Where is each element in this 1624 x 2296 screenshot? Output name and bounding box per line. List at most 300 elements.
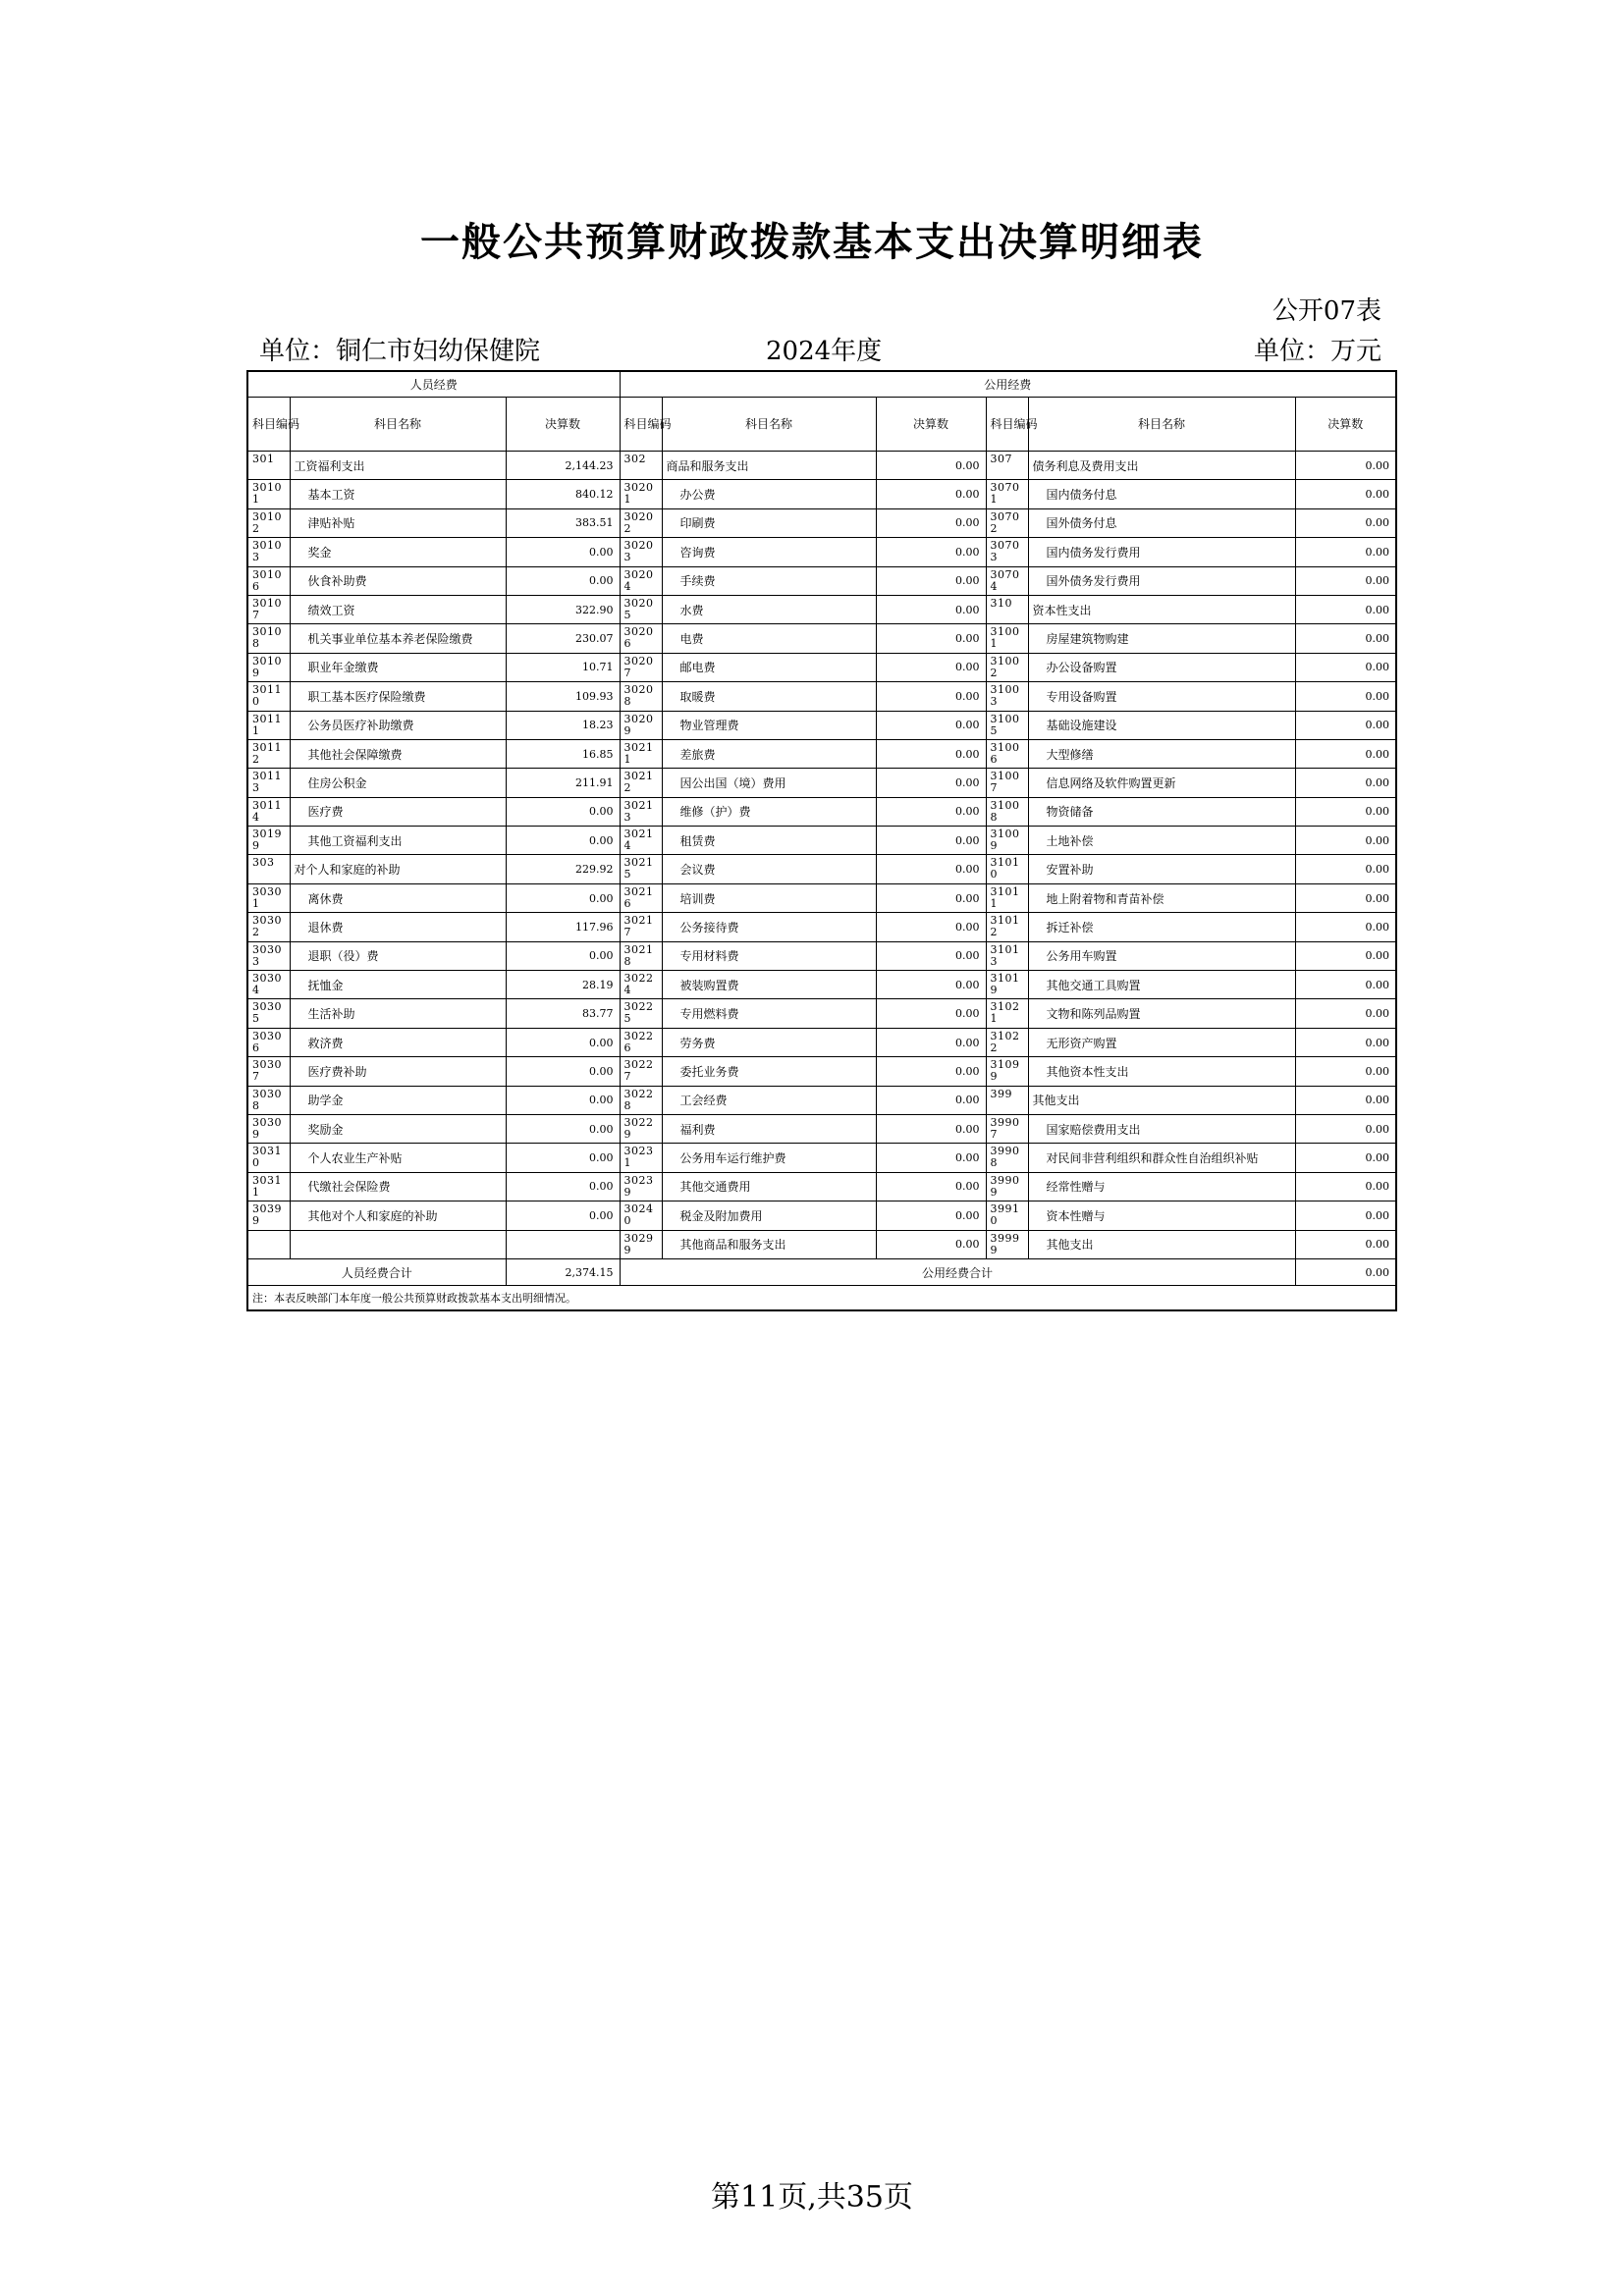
amount: 0.00 xyxy=(506,1028,620,1056)
amount: 28.19 xyxy=(506,971,620,999)
amount: 229.92 xyxy=(506,855,620,883)
table-row xyxy=(247,480,1396,508)
amount: 0.00 xyxy=(1295,883,1396,912)
fiscal-year: 2024年度 xyxy=(766,337,883,366)
subject-code: 31008 xyxy=(986,797,1028,826)
col-header-name: 科目名称 xyxy=(290,398,506,452)
amount: 0.00 xyxy=(876,739,986,768)
subject-name: 医疗费补助 xyxy=(290,1057,506,1086)
amount: 0.00 xyxy=(506,1172,620,1201)
table-row xyxy=(247,971,1396,999)
subject-code: 30214 xyxy=(620,827,662,855)
amount: 0.00 xyxy=(506,1057,620,1086)
subject-code: 31021 xyxy=(986,999,1028,1028)
subject-code: 30215 xyxy=(620,855,662,883)
table-row xyxy=(247,941,1396,970)
table-row xyxy=(247,855,1396,883)
subject-code: 30106 xyxy=(247,566,290,595)
amount: 0.00 xyxy=(876,1057,986,1086)
amount: 0.00 xyxy=(876,508,986,537)
subject-name: 专用设备购置 xyxy=(1028,682,1295,711)
subject-name: 住房公积金 xyxy=(290,769,506,797)
subject-name: 信息网络及软件购置更新 xyxy=(1028,769,1295,797)
subject-code: 39907 xyxy=(986,1114,1028,1143)
unit-organization: 单位：铜仁市妇幼保健院 xyxy=(259,337,541,366)
table-row xyxy=(247,508,1396,537)
table-row xyxy=(247,1144,1396,1172)
subject-name: 抚恤金 xyxy=(290,971,506,999)
subject-name: 地上附着物和青苗补偿 xyxy=(1028,883,1295,912)
subject-name: 救济费 xyxy=(290,1028,506,1056)
subject-code: 31013 xyxy=(986,941,1028,970)
subject-code: 30227 xyxy=(620,1057,662,1086)
subject-code xyxy=(247,1230,290,1258)
amount: 211.91 xyxy=(506,769,620,797)
amount: 83.77 xyxy=(506,999,620,1028)
subject-name: 国外债务发行费用 xyxy=(1028,566,1295,595)
amount: 0.00 xyxy=(1295,941,1396,970)
amount: 0.00 xyxy=(876,1114,986,1143)
subject-code: 399 xyxy=(986,1086,1028,1114)
amount: 0.00 xyxy=(506,827,620,855)
subject-code: 39909 xyxy=(986,1172,1028,1201)
table-row xyxy=(247,1172,1396,1201)
subject-name: 印刷费 xyxy=(662,508,876,537)
public-total-amount: 0.00 xyxy=(1295,1258,1396,1285)
subject-name: 租赁费 xyxy=(662,827,876,855)
amount: 0.00 xyxy=(1295,855,1396,883)
amount: 0.00 xyxy=(1295,769,1396,797)
subject-code: 30113 xyxy=(247,769,290,797)
subject-code: 30704 xyxy=(986,566,1028,595)
amount: 2,144.23 xyxy=(506,452,620,480)
subject-name: 会议费 xyxy=(662,855,876,883)
subject-name: 医疗费 xyxy=(290,797,506,826)
table-row xyxy=(247,883,1396,912)
subject-name: 奖金 xyxy=(290,538,506,566)
amount: 0.00 xyxy=(1295,624,1396,653)
subject-name: 专用材料费 xyxy=(662,941,876,970)
subject-name: 资本性赠与 xyxy=(1028,1201,1295,1230)
subject-name: 其他交通工具购置 xyxy=(1028,971,1295,999)
col-header-code: 科目编码 xyxy=(620,398,662,452)
subject-name: 公务用车运行维护费 xyxy=(662,1144,876,1172)
col-header-amount: 决算数 xyxy=(1295,398,1396,452)
subject-code: 30111 xyxy=(247,711,290,739)
amount: 0.00 xyxy=(506,797,620,826)
amount: 0.00 xyxy=(876,1028,986,1056)
amount: 0.00 xyxy=(1295,566,1396,595)
table-row xyxy=(247,769,1396,797)
subject-name: 基础设施建设 xyxy=(1028,711,1295,739)
subject-name: 公务用车购置 xyxy=(1028,941,1295,970)
amount: 0.00 xyxy=(876,452,986,480)
col-header-amount: 决算数 xyxy=(876,398,986,452)
table-row xyxy=(247,624,1396,653)
amount: 0.00 xyxy=(1295,682,1396,711)
table-row xyxy=(247,682,1396,711)
table-row xyxy=(247,711,1396,739)
table-row xyxy=(247,797,1396,826)
page-title: 一般公共预算财政拨款基本支出决算明细表 xyxy=(420,220,1204,265)
table-row xyxy=(247,739,1396,768)
table-body xyxy=(247,452,1396,1259)
table-row xyxy=(247,913,1396,941)
subject-code: 30226 xyxy=(620,1028,662,1056)
subject-name: 国家赔偿费用支出 xyxy=(1028,1114,1295,1143)
subject-name: 房屋建筑物购建 xyxy=(1028,624,1295,653)
amount: 0.00 xyxy=(506,1201,620,1230)
subject-code: 30110 xyxy=(247,682,290,711)
subject-code: 30302 xyxy=(247,913,290,941)
subject-name: 助学金 xyxy=(290,1086,506,1114)
subject-name: 职工基本医疗保险缴费 xyxy=(290,682,506,711)
col-header-code: 科目编码 xyxy=(247,398,290,452)
subject-name: 其他支出 xyxy=(1028,1086,1295,1114)
subject-name: 土地补偿 xyxy=(1028,827,1295,855)
subject-code: 31010 xyxy=(986,855,1028,883)
table-row xyxy=(247,827,1396,855)
table-row xyxy=(247,566,1396,595)
subject-name: 电费 xyxy=(662,624,876,653)
subject-code: 30399 xyxy=(247,1201,290,1230)
amount: 0.00 xyxy=(876,827,986,855)
amount: 0.00 xyxy=(1295,1114,1396,1143)
subject-code: 31006 xyxy=(986,739,1028,768)
subject-code: 30201 xyxy=(620,480,662,508)
subject-code: 30228 xyxy=(620,1086,662,1114)
subject-name: 离休费 xyxy=(290,883,506,912)
subject-code: 30204 xyxy=(620,566,662,595)
amount: 0.00 xyxy=(1295,1172,1396,1201)
subject-name: 经常性赠与 xyxy=(1028,1172,1295,1201)
amount: 0.00 xyxy=(876,566,986,595)
subject-code: 31001 xyxy=(986,624,1028,653)
subject-name: 公务员医疗补助缴费 xyxy=(290,711,506,739)
subject-name: 职业年金缴费 xyxy=(290,653,506,681)
subject-code: 30703 xyxy=(986,538,1028,566)
table-row xyxy=(247,1057,1396,1086)
subject-name: 劳务费 xyxy=(662,1028,876,1056)
amount: 0.00 xyxy=(876,913,986,941)
subject-name: 奖励金 xyxy=(290,1114,506,1143)
subject-name: 机关事业单位基本养老保险缴费 xyxy=(290,624,506,653)
subject-name: 手续费 xyxy=(662,566,876,595)
amount: 0.00 xyxy=(1295,711,1396,739)
subject-name: 其他支出 xyxy=(1028,1230,1295,1258)
subject-code: 31003 xyxy=(986,682,1028,711)
subject-name: 商品和服务支出 xyxy=(662,452,876,480)
amount: 0.00 xyxy=(1295,508,1396,537)
subject-code: 31012 xyxy=(986,913,1028,941)
subject-name: 其他资本性支出 xyxy=(1028,1057,1295,1086)
subject-code: 30202 xyxy=(620,508,662,537)
amount: 0.00 xyxy=(876,1230,986,1258)
subject-name: 公务接待费 xyxy=(662,913,876,941)
amount: 0.00 xyxy=(876,855,986,883)
amount: 0.00 xyxy=(1295,538,1396,566)
amount: 0.00 xyxy=(876,1144,986,1172)
subject-code: 30108 xyxy=(247,624,290,653)
subject-code: 30225 xyxy=(620,999,662,1028)
subject-name: 物业管理费 xyxy=(662,711,876,739)
subject-code: 30209 xyxy=(620,711,662,739)
subject-name: 被装购置费 xyxy=(662,971,876,999)
group-header-public: 公用经费 xyxy=(620,371,1396,398)
table-row xyxy=(247,538,1396,566)
subject-name: 对个人和家庭的补助 xyxy=(290,855,506,883)
subject-code: 30229 xyxy=(620,1114,662,1143)
amount: 0.00 xyxy=(876,624,986,653)
amount: 0.00 xyxy=(1295,971,1396,999)
subject-name: 基本工资 xyxy=(290,480,506,508)
amount: 0.00 xyxy=(1295,1057,1396,1086)
page-footer: 第11页,共35页 xyxy=(711,2180,913,2215)
amount: 230.07 xyxy=(506,624,620,653)
col-header-amount: 决算数 xyxy=(506,398,620,452)
subject-name: 文物和陈列品购置 xyxy=(1028,999,1295,1028)
subject-name: 工会经费 xyxy=(662,1086,876,1114)
subject-name: 物资储备 xyxy=(1028,797,1295,826)
amount: 0.00 xyxy=(1295,1201,1396,1230)
amount: 0.00 xyxy=(876,682,986,711)
subject-name: 工资福利支出 xyxy=(290,452,506,480)
amount: 0.00 xyxy=(876,971,986,999)
amount: 0.00 xyxy=(506,1144,620,1172)
amount: 0.00 xyxy=(1295,653,1396,681)
amount: 322.90 xyxy=(506,595,620,623)
subject-name: 咨询费 xyxy=(662,538,876,566)
subject-code: 310 xyxy=(986,595,1028,623)
subject-code: 30217 xyxy=(620,913,662,941)
subject-name: 伙食补助费 xyxy=(290,566,506,595)
subject-code: 30303 xyxy=(247,941,290,970)
subject-name: 退职（役）费 xyxy=(290,941,506,970)
amount: 0.00 xyxy=(1295,480,1396,508)
subject-name: 绩效工资 xyxy=(290,595,506,623)
subject-code: 30701 xyxy=(986,480,1028,508)
subject-name: 差旅费 xyxy=(662,739,876,768)
subject-name: 资本性支出 xyxy=(1028,595,1295,623)
subject-name: 安置补助 xyxy=(1028,855,1295,883)
subject-code: 30304 xyxy=(247,971,290,999)
subject-code: 30205 xyxy=(620,595,662,623)
subject-code: 30702 xyxy=(986,508,1028,537)
subject-code: 30299 xyxy=(620,1230,662,1258)
subject-code: 39910 xyxy=(986,1201,1028,1230)
col-header-code: 科目编码 xyxy=(986,398,1028,452)
subject-code: 30212 xyxy=(620,769,662,797)
amount: 0.00 xyxy=(876,538,986,566)
subject-code: 31007 xyxy=(986,769,1028,797)
subject-code: 30101 xyxy=(247,480,290,508)
amount: 383.51 xyxy=(506,508,620,537)
table-row xyxy=(247,1230,1396,1258)
subject-code: 303 xyxy=(247,855,290,883)
amount: 0.00 xyxy=(1295,913,1396,941)
subject-name: 无形资产购置 xyxy=(1028,1028,1295,1056)
subject-name: 专用燃料费 xyxy=(662,999,876,1028)
personnel-total-amount: 2,374.15 xyxy=(506,1258,620,1285)
amount: 0.00 xyxy=(876,941,986,970)
subject-name: 津贴补贴 xyxy=(290,508,506,537)
subject-name: 其他商品和服务支出 xyxy=(662,1230,876,1258)
table-row xyxy=(247,1201,1396,1230)
amount: 0.00 xyxy=(1295,595,1396,623)
amount: 840.12 xyxy=(506,480,620,508)
subject-code: 30301 xyxy=(247,883,290,912)
amount: 0.00 xyxy=(506,538,620,566)
amount: 0.00 xyxy=(876,1172,986,1201)
personnel-total-label: 人员经费合计 xyxy=(247,1258,506,1285)
subject-name: 国内债务付息 xyxy=(1028,480,1295,508)
subject-code: 31005 xyxy=(986,711,1028,739)
subject-code: 30199 xyxy=(247,827,290,855)
subject-code: 30218 xyxy=(620,941,662,970)
amount: 0.00 xyxy=(1295,1230,1396,1258)
subject-name: 其他社会保障缴费 xyxy=(290,739,506,768)
amount: 18.23 xyxy=(506,711,620,739)
amount: 0.00 xyxy=(506,883,620,912)
subject-name: 委托业务费 xyxy=(662,1057,876,1086)
group-header-personnel: 人员经费 xyxy=(247,371,620,398)
amount: 10.71 xyxy=(506,653,620,681)
subject-code: 31022 xyxy=(986,1028,1028,1056)
subject-code: 30305 xyxy=(247,999,290,1028)
amount: 0.00 xyxy=(506,566,620,595)
subject-code: 30107 xyxy=(247,595,290,623)
subject-name: 其他工资福利支出 xyxy=(290,827,506,855)
subject-name: 债务利息及费用支出 xyxy=(1028,452,1295,480)
amount: 0.00 xyxy=(876,653,986,681)
amount xyxy=(506,1230,620,1258)
col-header-name: 科目名称 xyxy=(662,398,876,452)
amount: 0.00 xyxy=(1295,797,1396,826)
amount: 0.00 xyxy=(1295,452,1396,480)
table-row xyxy=(247,595,1396,623)
subject-code: 30103 xyxy=(247,538,290,566)
subject-name xyxy=(290,1230,506,1258)
subject-name: 对民间非营利组织和群众性自治组织补贴 xyxy=(1028,1144,1295,1172)
amount: 0.00 xyxy=(876,595,986,623)
amount: 0.00 xyxy=(876,480,986,508)
table-note: 注：本表反映部门本年度一般公共预算财政拨款基本支出明细情况。 xyxy=(247,1286,1396,1311)
subject-code: 30112 xyxy=(247,739,290,768)
subject-code: 30311 xyxy=(247,1172,290,1201)
subject-code: 31019 xyxy=(986,971,1028,999)
subject-name: 邮电费 xyxy=(662,653,876,681)
subject-name: 大型修缮 xyxy=(1028,739,1295,768)
amount: 0.00 xyxy=(876,1201,986,1230)
amount: 0.00 xyxy=(876,711,986,739)
subject-code: 31011 xyxy=(986,883,1028,912)
subject-name: 个人农业生产补贴 xyxy=(290,1144,506,1172)
subject-name: 办公费 xyxy=(662,480,876,508)
amount: 0.00 xyxy=(876,999,986,1028)
amount: 0.00 xyxy=(876,883,986,912)
amount: 0.00 xyxy=(506,941,620,970)
subject-name: 因公出国（境）费用 xyxy=(662,769,876,797)
subject-name: 培训费 xyxy=(662,883,876,912)
subject-name: 税金及附加费用 xyxy=(662,1201,876,1230)
subject-code: 30309 xyxy=(247,1114,290,1143)
subject-name: 维修（护）费 xyxy=(662,797,876,826)
table-row xyxy=(247,999,1396,1028)
expenditure-table xyxy=(246,370,1397,1311)
unit-currency: 单位：万元 xyxy=(1253,337,1381,366)
subject-name: 代缴社会保险费 xyxy=(290,1172,506,1201)
subject-code: 39999 xyxy=(986,1230,1028,1258)
table-row xyxy=(247,452,1396,480)
col-header-name: 科目名称 xyxy=(1028,398,1295,452)
subject-code: 30102 xyxy=(247,508,290,537)
subject-name: 福利费 xyxy=(662,1114,876,1143)
amount: 0.00 xyxy=(876,797,986,826)
subject-code: 30308 xyxy=(247,1086,290,1114)
subject-code: 31099 xyxy=(986,1057,1028,1086)
subject-name: 生活补助 xyxy=(290,999,506,1028)
subject-code: 30211 xyxy=(620,739,662,768)
subject-code: 31002 xyxy=(986,653,1028,681)
subject-code: 30207 xyxy=(620,653,662,681)
subject-code: 30203 xyxy=(620,538,662,566)
amount: 0.00 xyxy=(506,1086,620,1114)
subject-code: 301 xyxy=(247,452,290,480)
amount: 16.85 xyxy=(506,739,620,768)
subject-code: 30213 xyxy=(620,797,662,826)
amount: 0.00 xyxy=(1295,1144,1396,1172)
subject-code: 302 xyxy=(620,452,662,480)
amount: 0.00 xyxy=(1295,999,1396,1028)
subject-name: 办公设备购置 xyxy=(1028,653,1295,681)
subject-name: 其他交通费用 xyxy=(662,1172,876,1201)
subject-name: 拆迁补偿 xyxy=(1028,913,1295,941)
amount: 0.00 xyxy=(1295,827,1396,855)
subject-code: 31009 xyxy=(986,827,1028,855)
subject-name: 国内债务发行费用 xyxy=(1028,538,1295,566)
amount: 0.00 xyxy=(1295,1028,1396,1056)
subject-code: 307 xyxy=(986,452,1028,480)
amount: 0.00 xyxy=(876,769,986,797)
table-row xyxy=(247,1028,1396,1056)
subject-code: 30306 xyxy=(247,1028,290,1056)
subject-name: 取暖费 xyxy=(662,682,876,711)
amount: 0.00 xyxy=(876,1086,986,1114)
subject-code: 30307 xyxy=(247,1057,290,1086)
amount: 109.93 xyxy=(506,682,620,711)
subject-name: 水费 xyxy=(662,595,876,623)
table-row xyxy=(247,1114,1396,1143)
form-number: 公开07表 xyxy=(1272,296,1381,326)
subject-code: 30239 xyxy=(620,1172,662,1201)
public-total-label: 公用经费合计 xyxy=(620,1258,1295,1285)
subject-name: 退休费 xyxy=(290,913,506,941)
subject-code: 30310 xyxy=(247,1144,290,1172)
amount: 0.00 xyxy=(1295,1086,1396,1114)
subject-name: 国外债务付息 xyxy=(1028,508,1295,537)
table-row xyxy=(247,1086,1396,1114)
amount: 0.00 xyxy=(506,1114,620,1143)
subject-code: 30240 xyxy=(620,1201,662,1230)
subject-code: 39908 xyxy=(986,1144,1028,1172)
subject-code: 30224 xyxy=(620,971,662,999)
subject-code: 30231 xyxy=(620,1144,662,1172)
subject-code: 30114 xyxy=(247,797,290,826)
subject-name: 其他对个人和家庭的补助 xyxy=(290,1201,506,1230)
amount: 0.00 xyxy=(1295,739,1396,768)
subject-code: 30216 xyxy=(620,883,662,912)
subject-code: 30109 xyxy=(247,653,290,681)
